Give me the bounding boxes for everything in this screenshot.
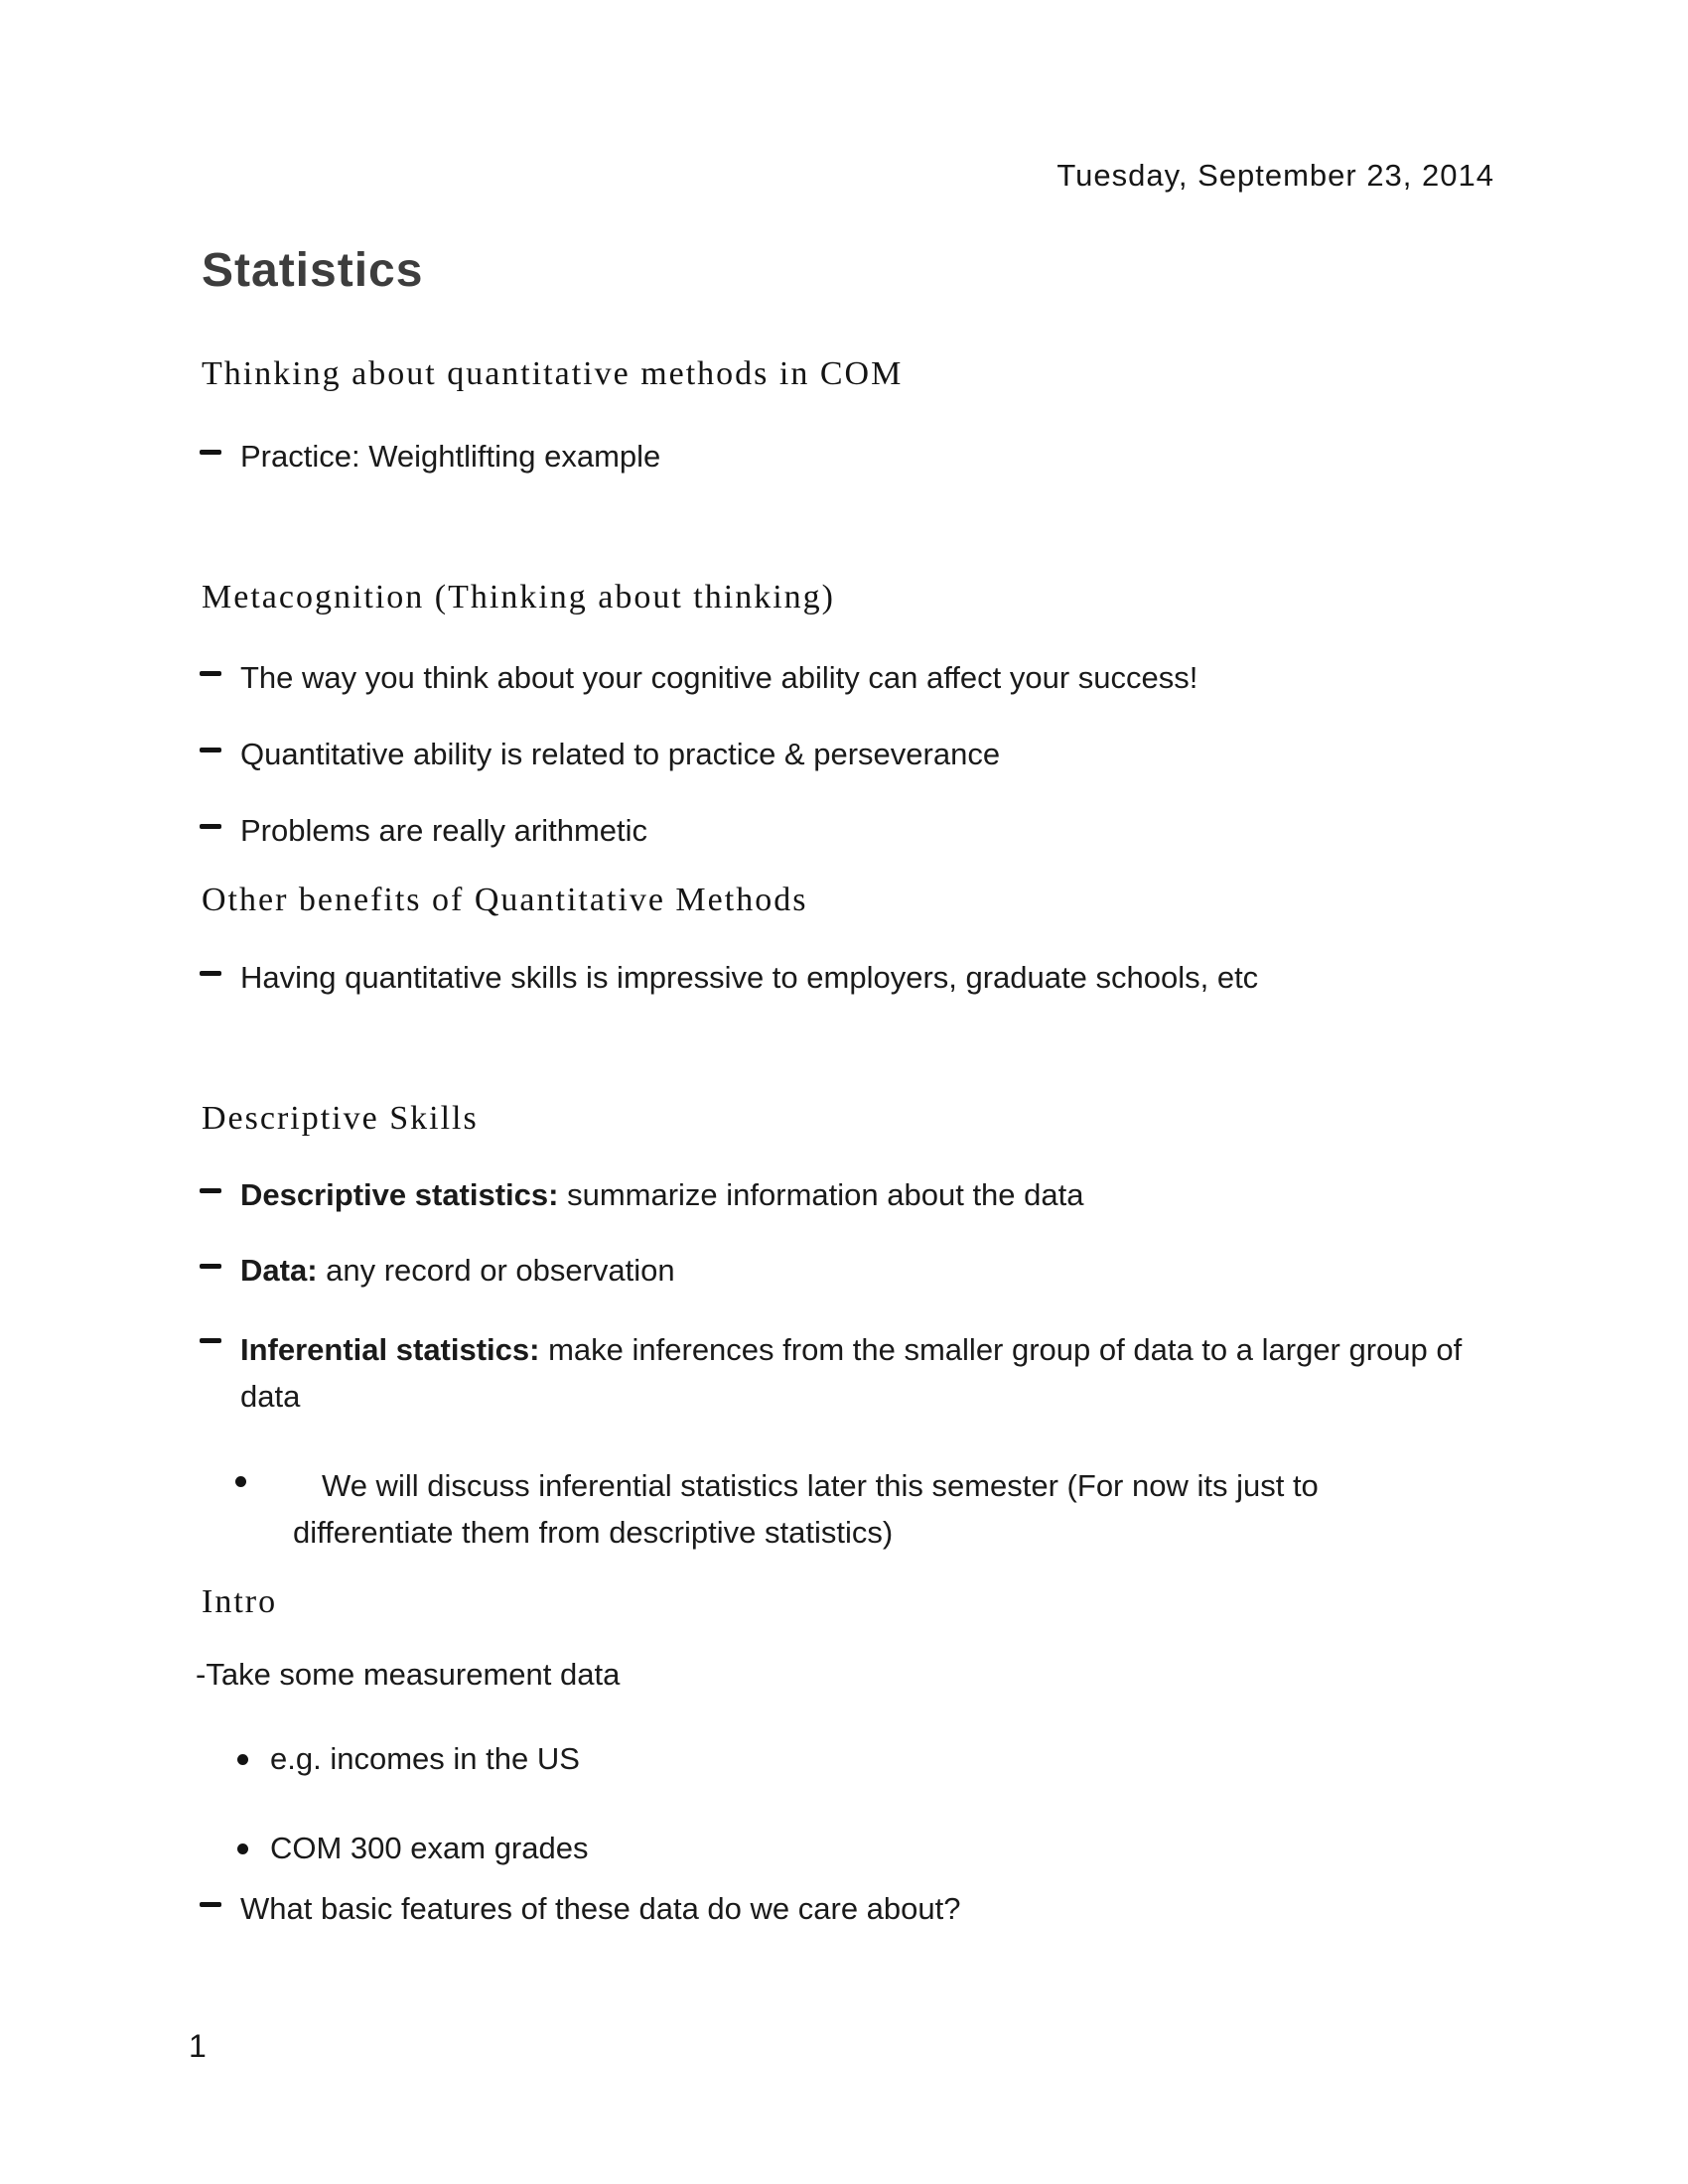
list-item [200, 438, 660, 476]
section-heading-thinking: Thinking about quantitative methods in COM [202, 355, 904, 392]
dash-bullet-icon [200, 1188, 221, 1193]
section-heading-intro: Intro [202, 1583, 278, 1620]
section-heading-descriptive-skills: Descriptive Skills [202, 1100, 479, 1137]
sub-list-item-text: We will discuss inferential statistics later this semester (For now its just to differentiate them from descriptive statistics) [293, 1468, 1319, 1550]
list-item-text: Quantitative ability is related to practice & perseverance [240, 737, 1001, 771]
lead-line: -Take some measurement data [196, 1657, 621, 1692]
term-definition: any record or observation [317, 1253, 675, 1288]
list-item-text: Problems are really arithmetic [240, 813, 648, 848]
dash-bullet-icon [200, 748, 221, 752]
list-item-text: e.g. incomes in the US [270, 1741, 580, 1776]
dash-bullet-icon [200, 1902, 221, 1907]
page-number: 1 [189, 2028, 207, 2064]
sub-list-item [235, 1462, 1462, 1556]
list-item [200, 736, 1000, 773]
dash-bullet-icon [200, 1264, 221, 1269]
definition-item [200, 1252, 675, 1290]
dot-bullet-icon [237, 1843, 248, 1854]
dash-bullet-icon [200, 971, 221, 976]
definition-text [240, 1176, 1083, 1214]
term-definition: make inferences from the smaller group of data to a larger group of data [240, 1332, 1463, 1414]
section-heading-metacognition: Metacognition (Thinking about thinking) [202, 579, 835, 615]
list-item [200, 959, 1258, 997]
list-item-text: Practice: Weightlifting example [240, 439, 661, 474]
term-label: Descriptive statistics: [240, 1177, 559, 1212]
definition-item [200, 1326, 1471, 1420]
definition-text [240, 1326, 1467, 1420]
dot-bullet-icon [237, 1754, 248, 1765]
section-heading-other-benefits: Other benefits of Quantitative Methods [202, 882, 808, 918]
dash-bullet-icon [200, 824, 221, 829]
list-item-text: Having quantitative skills is impressive to employers, graduate schools, etc [240, 960, 1259, 995]
term-definition: summarize information about the data [558, 1177, 1084, 1212]
page-title: Statistics [202, 244, 424, 297]
list-item [237, 1740, 580, 1778]
dash-bullet-icon [200, 1338, 221, 1343]
date-line: Tuesday, September 23, 2014 [1056, 158, 1494, 193]
term-label: Inferential statistics: [240, 1332, 540, 1367]
definition-item [200, 1176, 1083, 1214]
list-item [200, 1890, 961, 1928]
list-item [237, 1830, 588, 1867]
list-item [200, 659, 1197, 697]
list-item-text: What basic features of these data do we care about? [240, 1891, 961, 1926]
list-item-text: The way you think about your cognitive ability can affect your success! [240, 660, 1198, 695]
list-item-text: COM 300 exam grades [270, 1831, 589, 1865]
definition-text [240, 1252, 675, 1290]
dot-bullet-icon [235, 1476, 246, 1487]
dash-bullet-icon [200, 671, 221, 676]
term-label: Data: [240, 1253, 318, 1288]
dash-bullet-icon [200, 450, 221, 455]
list-item [200, 812, 647, 850]
